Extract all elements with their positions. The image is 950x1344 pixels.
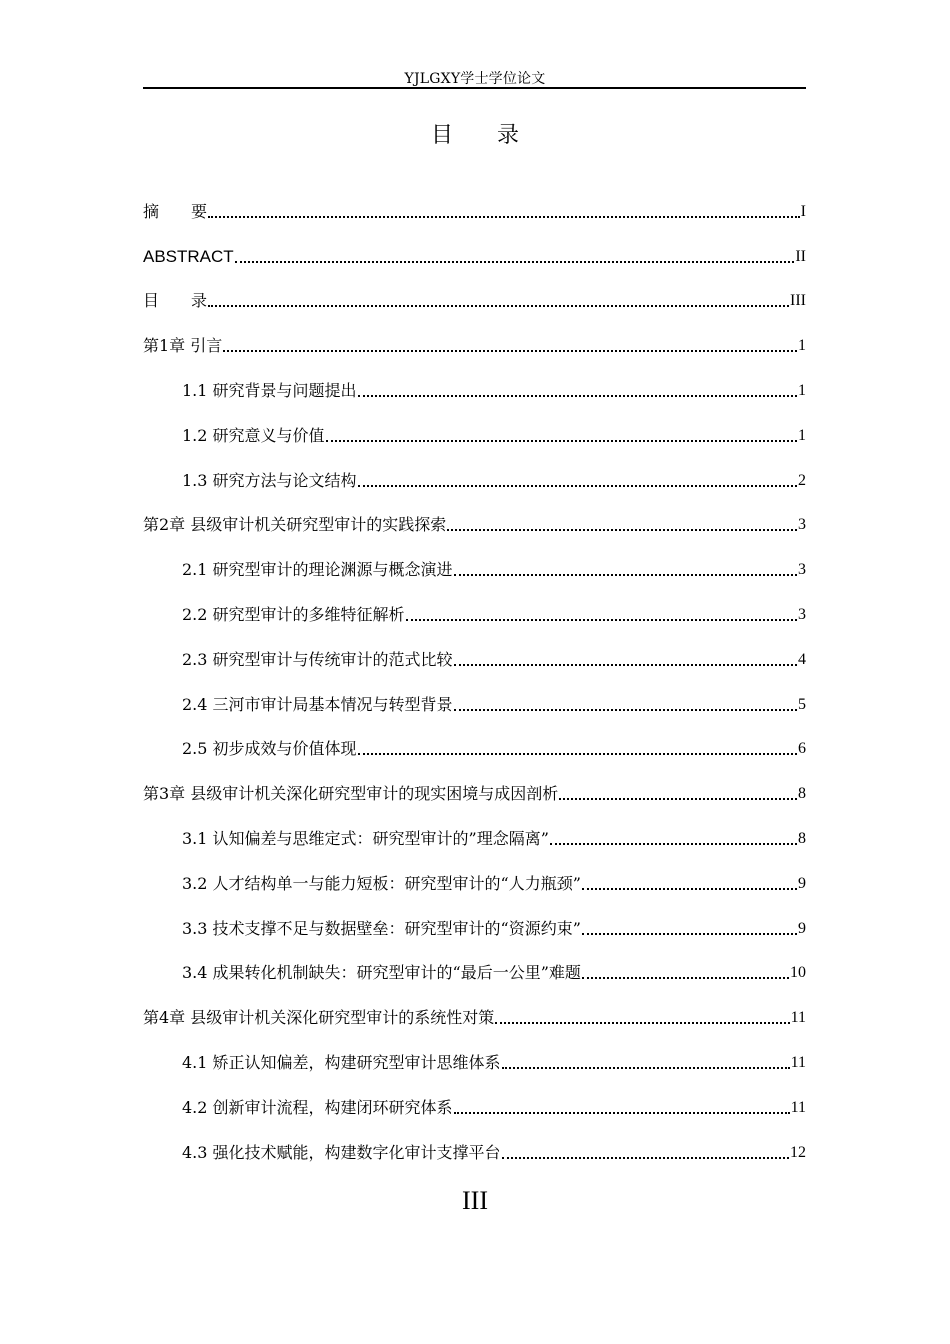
toc-entry-page: 6 [798,740,806,758]
toc-entry-page: 11 [790,1098,806,1116]
header-rule [143,87,806,89]
toc-entry-label: 第3章 县级审计机关深化研究型审计的现实困境与成因剖析 [143,784,559,804]
dot-leader [454,1112,790,1114]
dot-leader [358,753,797,755]
toc-entry[interactable] [143,268,806,313]
toc-entry-page: 2 [798,471,806,489]
dot-leader [447,529,797,531]
dot-leader [223,350,797,352]
toc-entry-page: 5 [798,695,806,713]
toc-entry-page: 3 [798,516,806,534]
toc-entry[interactable] [143,984,806,1029]
dot-leader [582,977,789,979]
toc-entry-page: 12 [790,1143,806,1161]
toc-entry-page: 10 [790,964,806,982]
toc-entry-page: 11 [790,1053,806,1071]
running-header: YJLGXY学士学位论文 [404,71,546,87]
toc-entry-label: 摘 要 [143,201,208,221]
toc-entry-label: 1.3 研究方法与论文结构 [182,470,357,490]
toc-entry-label: 第1章 引言 [143,336,223,356]
toc-entry[interactable] [143,1119,806,1164]
toc-entry[interactable] [143,716,806,761]
toc-entry-label: ABSTRACT [143,246,234,266]
toc-entry-label: 2.2 研究型审计的多维特征解析 [182,604,405,624]
dot-leader [235,261,795,263]
toc-entry[interactable] [143,1029,806,1074]
toc-entry[interactable] [143,178,806,223]
toc-entry-label: 1.1 研究背景与问题提出 [182,380,357,400]
toc-entry-label: 3.1 认知偏差与思维定式：研究型审计的”理念隔离” [182,828,549,848]
toc-entry[interactable] [143,1074,806,1119]
toc-entry[interactable] [143,760,806,805]
toc-entry[interactable] [143,492,806,537]
toc-entry[interactable] [143,671,806,716]
toc-entry[interactable] [143,581,806,626]
dot-leader [454,709,797,711]
dot-leader [326,440,797,442]
toc-entry-label: 3.4 成果转化机制缺失：研究型审计的“最后一公里”难题 [182,963,581,983]
dot-leader [502,1067,790,1069]
dot-leader [208,216,800,218]
toc-entry-label: 2.1 研究型审计的理论渊源与概念演进 [182,560,453,580]
toc-entry[interactable] [143,626,806,671]
toc-entry[interactable] [143,850,806,895]
toc-entry-label: 第2章 县级审计机关研究型审计的实践探索 [143,515,447,535]
toc-entry-page: 3 [798,605,806,623]
toc-entry-label: 1.2 研究意义与价值 [182,425,325,445]
toc-entry-label: 3.2 人才结构单一与能力短板：研究型审计的“人力瓶颈” [182,873,581,893]
dot-leader [454,574,797,576]
toc-entry-page: 4 [798,650,806,668]
toc-entry[interactable] [143,223,806,268]
toc-entry-page: II [795,247,806,265]
dot-leader [582,888,797,890]
toc-entry[interactable] [143,447,806,492]
toc-title: 目录 [430,123,563,148]
toc-entry-page: 8 [798,829,806,847]
dot-leader [208,305,789,307]
toc-entry-page: 8 [798,785,806,803]
toc-entry-page: III [790,292,806,310]
dot-leader [358,395,797,397]
toc-entry-page: I [800,202,806,220]
toc-entry[interactable] [143,312,806,357]
toc-entry-label: 2.4 三河市审计局基本情况与转型背景 [182,694,453,714]
toc-entry-page: 9 [798,874,806,892]
toc-entry-label: 2.5 初步成效与价值体现 [182,739,357,759]
toc-entry-label: 4.2 创新审计流程，构建闭环研究体系 [182,1097,453,1117]
toc-entry-label: 2.3 研究型审计与传统审计的范式比较 [182,649,453,669]
dot-leader [550,843,797,845]
toc-entry-label: 第4章 县级审计机关深化研究型审计的系统性对策 [143,1008,495,1028]
dot-leader [582,933,797,935]
toc-entry-label: 4.3 强化技术赋能，构建数字化审计支撑平台 [182,1142,501,1162]
toc-entry[interactable] [143,402,806,447]
toc-entry-page: 1 [798,426,806,444]
dot-leader [502,1157,789,1159]
dot-leader [406,619,797,621]
table-of-contents [143,178,806,1164]
dot-leader [559,798,797,800]
dot-leader [358,485,797,487]
toc-entry-label: 目 录 [143,291,208,311]
toc-entry[interactable] [143,895,806,940]
toc-entry-page: 1 [798,337,806,355]
toc-entry[interactable] [143,940,806,985]
toc-entry-page: 1 [798,381,806,399]
toc-entry-page: 9 [798,919,806,937]
toc-entry[interactable] [143,536,806,581]
page-number: III [462,1186,488,1215]
dot-leader [454,664,797,666]
toc-entry[interactable] [143,357,806,402]
toc-entry-page: 3 [798,561,806,579]
toc-entry-page: 11 [790,1009,806,1027]
toc-entry-label: 4.1 矫正认知偏差，构建研究型审计思维体系 [182,1052,501,1072]
dot-leader [495,1022,789,1024]
toc-entry-label: 3.3 技术支撑不足与数据壁垒：研究型审计的“资源约束” [182,918,581,938]
toc-entry[interactable] [143,805,806,850]
